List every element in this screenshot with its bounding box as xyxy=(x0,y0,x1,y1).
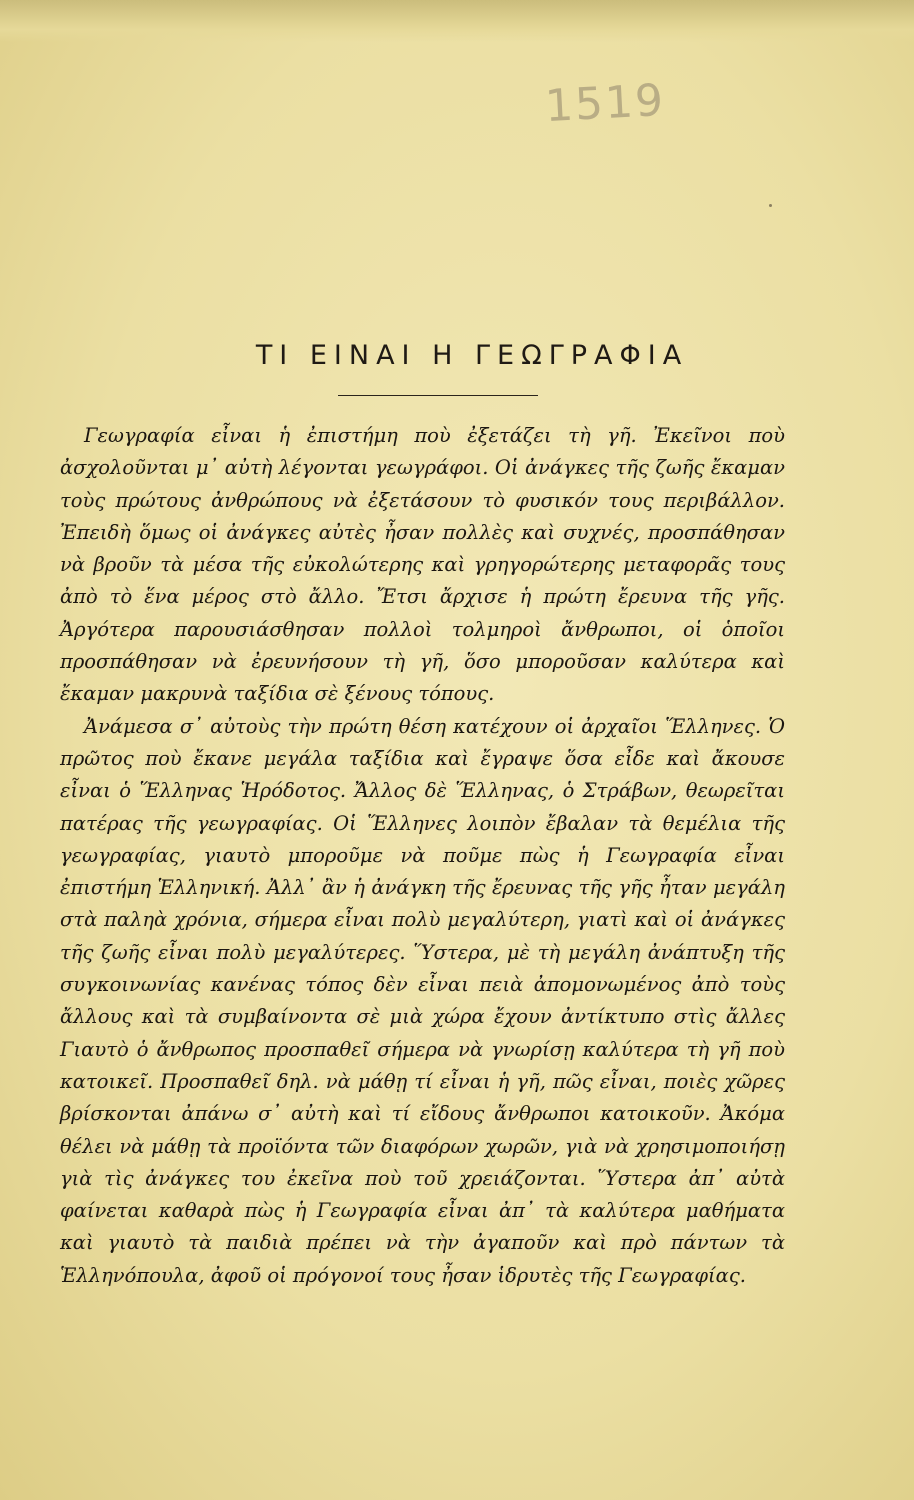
page-top-edge xyxy=(0,0,914,42)
paper-speck xyxy=(769,204,772,207)
body-text xyxy=(60,420,785,1292)
paragraph-1: Γεωγραφία εἶναι ἡ ἐπιστήμη ποὺ ἐξετάζει τὴ γῆ. Ἐκεῖνοι ποὺ ἀσχολοῦνται μ᾽ αὐτὴ λέγονται γεωγράφοι. Οἱ ἀνάγκες τῆς ζωῆς ἔκαμαν τοὺς πρώτους ἀνθρώπους νὰ ἐξετάσουν τὸ φυσικόν τους περιβάλλον. Ἐπειδὴ ὅμως οἱ ἀνάγκες αὐτὲς ἦσαν πολλὲς καὶ συχνές, προσπάθησαν νὰ βροῦν τὰ μέσα τῆς εὐκολώτερης καὶ γρηγορώτερης μεταφορᾶς τους ἀπὸ τὸ ἕνα μέρος στὸ ἄλλο. Ἔτσι ἄρχισε ἡ πρώτη ἔρευνα τῆς γῆς. Ἀργότερα παρουσιάσθησαν πολλοὶ τολμηροὶ ἄνθρωποι, οἱ ὁποῖοι προσπάθησαν νὰ ἐρευνήσουν τὴ γῆ, ὅσο μποροῦσαν καλύτερα καὶ ἔκαμαν μακρυνὰ ταξίδια σὲ ξένους τόπους. xyxy=(60,424,785,706)
title-underline xyxy=(338,395,538,396)
page-title: ΤΙ ΕΙΝΑΙ Η ΓΕΩΓΡΑΦΙΑ xyxy=(255,340,689,371)
paragraph-2: Ἀνάμεσα σ᾽ αὐτοὺς τὴν πρώτη θέση κατέχουν οἱ ἀρχαῖοι Ἕλληνες. Ὁ πρῶτος ποὺ ἔκανε μεγάλα ταξίδια καὶ ἔγραψε ὅσα εἶδε καὶ ἄκουσε εἶναι ὁ Ἕλληνας Ἡρόδοτος. Ἄλλος δὲ Ἕλληνας, ὁ Στράβων, θεωρεῖται πατέρας τῆς γεωγραφίας. Οἱ Ἕλληνες λοιπὸν ἔβαλαν τὰ θεμέλια τῆς γεωγραφίας, γιαυτὸ μποροῦμε νὰ ποῦμε πὼς ἡ Γεωγραφία εἶναι ἐπιστήμη Ἑλληνική. Ἀλλ᾽ ἂν ἡ ἀνάγκη τῆς ἔρευνας τῆς γῆς ἦταν μεγάλη στὰ παληὰ χρόνια, σήμερα εἶναι πολὺ μεγαλύτερη, γιατὶ καὶ οἱ ἀνάγκες τῆς ζωῆς εἶναι πολὺ μεγαλύτερες. Ὕστερα, μὲ τὴ μεγάλη ἀνάπτυξη τῆς συγκοινωνίας κανένας τόπος δὲν εἶναι πειὰ ἀπομονωμένος ἀπὸ τοὺς ἄλλους καὶ τὰ συμβαίνοντα σὲ μιὰ χώρα ἔχουν ἀντίκτυπο στὶς ἄλλες Γιαυτὸ ὁ ἄνθρωπος προσπαθεῖ σήμερα νὰ γνωρίσῃ καλύτερα τὴ γῆ ποὺ κατοικεῖ. Προσπαθεῖ δηλ. νὰ μάθῃ τί εἶναι ἡ γῆ, πῶς εἶναι, ποιὲς χῶρες βρίσκονται ἀπάνω σ᾽ αὐτὴ καὶ τί εἴδους ἄνθρωποι κατοικοῦν. Ἀκόμα θέλει νὰ μάθῃ τὰ προϊόντα τῶν διαφόρων χωρῶν, γιὰ νὰ χρησιμοποιήσῃ γιὰ τὶς ἀνάγκες του ἐκεῖνα ποὺ τοῦ χρειάζονται. Ὕστερα ἀπ᾽ αὐτὰ φαίνεται καθαρὰ πὼς ἡ Γεωγραφία εἶναι ἀπ᾽ τὰ καλύτερα μαθήματα καὶ γιαυτὸ τὰ παιδιὰ πρέπει νὰ τὴν ἀγαποῦν καὶ πρὸ πάντων τὰ Ἑλληνόπουλα, ἀφοῦ οἱ πρόγονοί τους ἦσαν ἱδρυτὲς τῆς Γεωγραφίας. xyxy=(60,714,785,1287)
pencil-annotation: 1519 xyxy=(543,74,667,133)
